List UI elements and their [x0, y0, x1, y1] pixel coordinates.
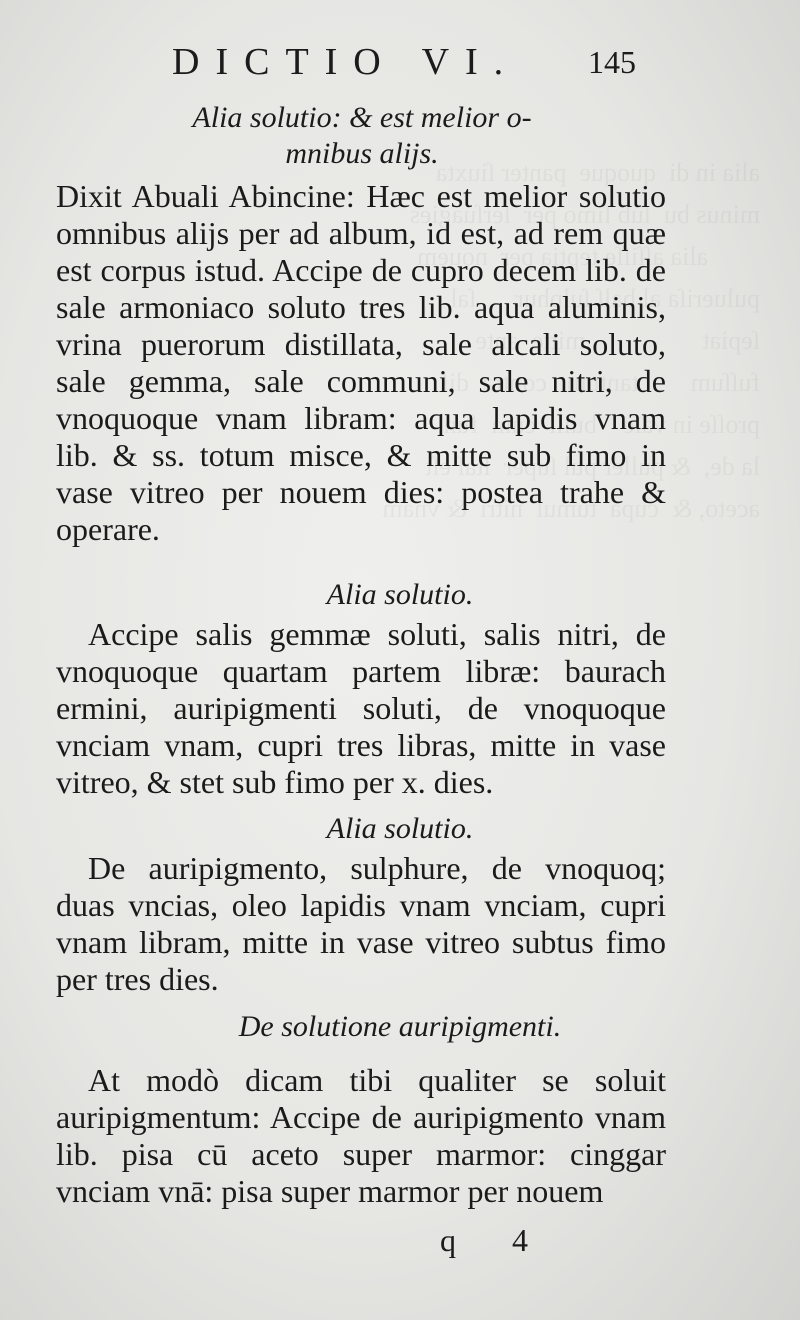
running-title: DICTIO VI. — [172, 41, 520, 83]
section-body: Dixit Abuali Abincine: Hæc est melior solutio omnibus alijs per ad album, id est, ad rem quæ est corpus istud. Accipe de cupro decem lib. de sale armoniaco soluto tres lib. aqua aluminis, vrina puerorum distillata, sale alcali soluto, sale gemma, sale communi, sale nitri, de vnoquoque vnam libram: aqua lapidis vnam lib. & ss. totum misce, & mitte sub fimo in vase vitreo per nouem dies: postea trahe & operare. — [56, 178, 666, 547]
page-number: 145 — [588, 44, 636, 80]
section-body: At modò dicam tibi qualiter se soluit auripigmentum: Accipe de auripigmento vnam lib. pisa cū aceto super marmor: cinggar vnciam vnā: pisa super marmor per nouem — [56, 1062, 666, 1209]
page-header — [0, 40, 800, 90]
section-body: Accipe salis gemmæ soluti, salis nitri, de vnoquoque quartam partem libræ: baurach ermini, auripigmenti soluti, de vnoquoque vnciam vnam, cupri tres libras, mitte in vase vitreo, & stet sub fimo per x. dies. — [56, 616, 666, 800]
signature-mark: q 4 — [440, 1222, 552, 1258]
section-heading: Alia solutio. — [326, 578, 474, 611]
section-heading: De solutione auripigmenti. — [238, 1010, 562, 1043]
section-heading: Alia solutio: & est melior o- mnibus alijs. — [192, 101, 532, 170]
section-body: De auripigmento, sulphure, de vnoquoq; duas vncias, oleo lapidis vnam vnciam, cupri vnam libram, mitte in vase vitreo subtus fimo per tres dies. — [56, 850, 666, 997]
section-heading: Alia solutio. — [326, 812, 474, 845]
